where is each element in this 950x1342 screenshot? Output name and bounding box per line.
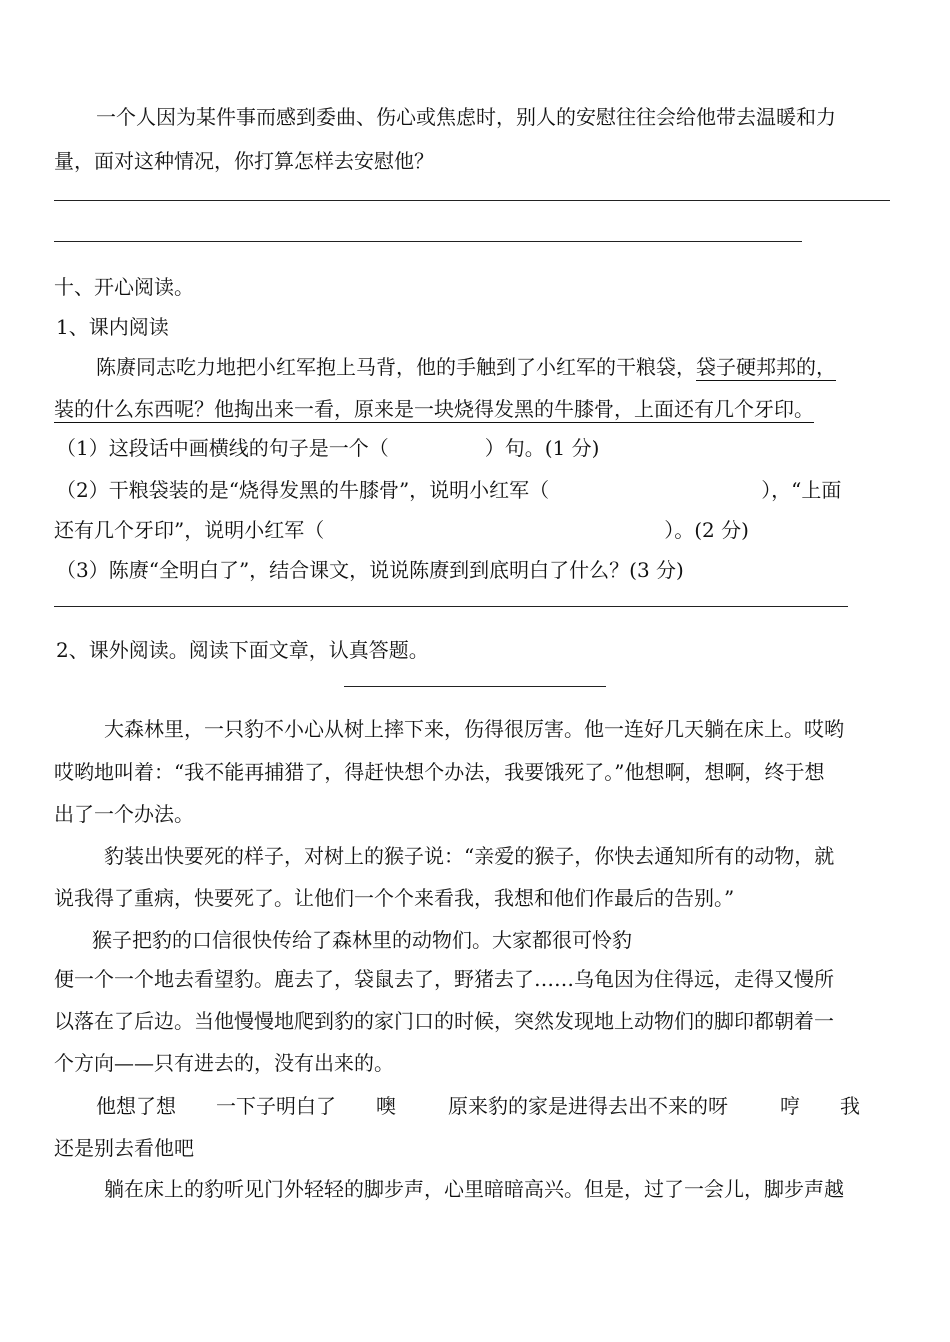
answer-line-3[interactable] — [54, 606, 848, 607]
passage-plain-text: 陈赓同志吃力地把小红军抱上马背，他的手触到了小红军的干粮袋， — [96, 355, 696, 379]
part1-title: 1、课内阅读 — [56, 315, 169, 339]
question-1-suffix: ）句。(1 分) — [484, 436, 600, 460]
story-line: 猴子把豹的口信很快传给了森林里的动物们。大家都很可怜豹 — [92, 928, 632, 952]
question-2-mid: ），“上面 — [761, 478, 842, 502]
story-fragment: 哼 — [780, 1094, 800, 1118]
story-line: 哎哟地叫着：“我不能再捕猎了，得赶快想个办法，我要饿死了。”他想啊，想啊，终于想 — [54, 760, 825, 784]
story-fragment: 他想了想 — [96, 1094, 176, 1118]
story-line: 大森林里，一只豹不小心从树上摔下来，伤得很厉害。他一连好几天躺在床上。哎哟 — [104, 717, 844, 741]
story-line: 躺在床上的豹听见门外轻轻的脚步声，心里暗暗高兴。但是，过了一会儿，脚步声越 — [104, 1177, 844, 1201]
story-line: 还是别去看他吧 — [54, 1136, 194, 1160]
story-fragment: 噢 — [376, 1094, 396, 1118]
question-1-prompt: （1）这段话中画横线的句子是一个（ — [56, 436, 389, 460]
story-line: 豹装出快要死的样子，对树上的猴子说：“亲爱的猴子，你快去通知所有的动物，就 — [104, 844, 835, 868]
question-2-prompt-2: 还有几个牙印”，说明小红军（ — [54, 518, 325, 542]
question-3: （3）陈赓“全明白了”，结合课文，说说陈赓到到底明白了什么？(3 分) — [56, 558, 684, 582]
question-2-suffix: ）。(2 分) — [664, 518, 749, 542]
story-line: 出了一个办法。 — [54, 802, 194, 826]
question-2-line-1 — [56, 477, 841, 503]
part2-title: 2、课外阅读。阅读下面文章，认真答题。 — [56, 638, 429, 662]
story-line: 个方向——只有进去的，没有出来的。 — [54, 1051, 394, 1075]
passage-line-2 — [54, 396, 814, 422]
question-2-line-2 — [54, 517, 749, 543]
underlined-sentence-end: 装的什么东西呢？他掏出来一看，原来是一块烧得发黑的牛膝骨，上面还有几个牙印。 — [54, 397, 814, 421]
story-title-blank[interactable] — [344, 686, 606, 687]
answer-line-1[interactable] — [54, 200, 890, 201]
story-line: 说我得了重病，快要死了。让他们一个个来看我，我想和他们作最后的告别。” — [54, 886, 735, 910]
intro-line-1: 一个人因为某件事而感到委曲、伤心或焦虑时，别人的安慰往往会给他带去温暖和力 — [96, 105, 836, 129]
story-fragment: 原来豹的家是进得去出不来的呀 — [448, 1094, 728, 1118]
passage-line-1 — [96, 354, 836, 380]
story-fragment: 一下子明白了 — [216, 1094, 336, 1118]
story-line: 以落在了后边。当他慢慢地爬到豹的家门口的时候，突然发现地上动物们的脚印都朝着一 — [54, 1009, 834, 1033]
underlined-sentence-start: 袋子硬邦邦的， — [696, 355, 836, 379]
punctuation-exercise-line — [96, 1093, 860, 1119]
story-fragment: 我 — [840, 1094, 860, 1118]
question-2-prompt: （2）干粮袋装的是“烧得发黑的牛膝骨”，说明小红军（ — [56, 478, 550, 502]
story-line: 便一个一个地去看望豹。鹿去了，袋鼠去了，野猪去了……乌龟因为住得远，走得又慢所 — [54, 967, 834, 991]
section-title: 十、开心阅读。 — [54, 275, 194, 299]
question-1 — [56, 435, 599, 461]
intro-line-2: 量，面对这种情况，你打算怎样去安慰他？ — [54, 149, 434, 173]
answer-line-2[interactable] — [54, 241, 802, 242]
